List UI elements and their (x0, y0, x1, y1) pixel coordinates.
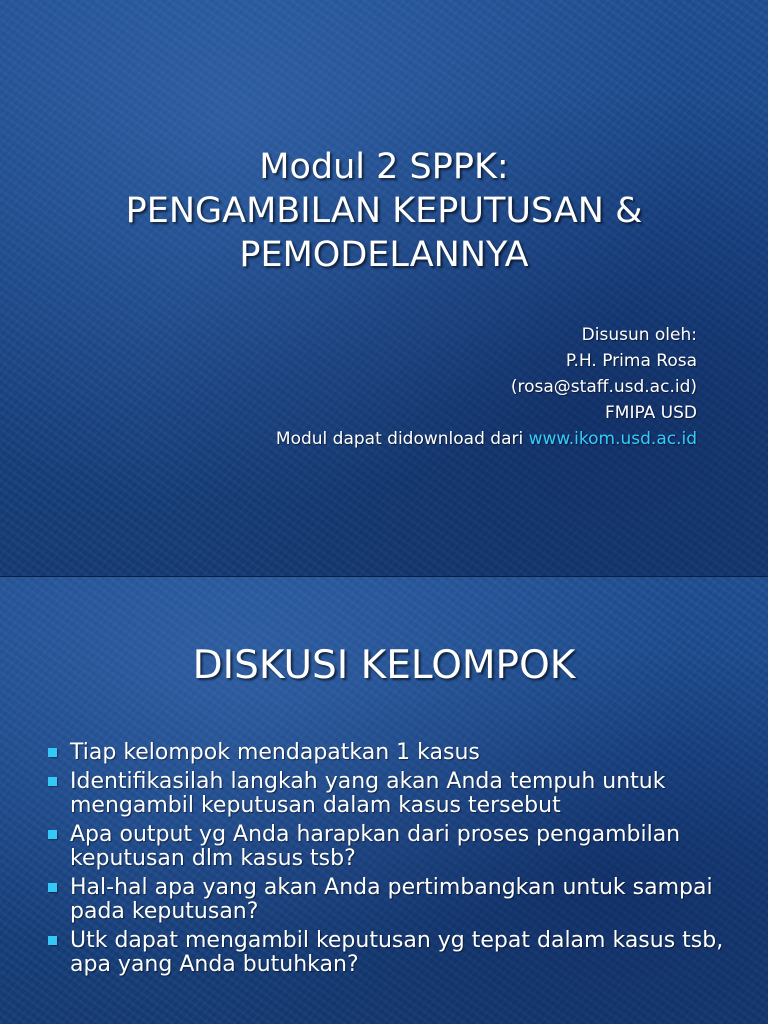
title-line-2: PENGAMBILAN KEPUTUSAN & (125, 191, 643, 231)
author-affiliation: FMIPA USD (605, 403, 697, 423)
slide-title-heading (0, 145, 768, 277)
author-name: P.H. Prima Rosa (565, 351, 697, 371)
title-line-3: PEMODELANNYA (239, 235, 529, 275)
download-text: Modul dapat didownload dari (275, 429, 529, 449)
slide-discussion-title: DISKUSI KELOMPOK (192, 643, 576, 688)
author-block (57, 322, 697, 452)
square-bullet-icon (48, 936, 57, 945)
square-bullet-icon (48, 777, 57, 786)
bullet-text: Hal-hal apa yang akan Anda pertimbangkan untuk sampai pada keputusan? (70, 875, 713, 924)
download-line (57, 426, 697, 452)
author-email: (rosa@staff.usd.ac.id) (510, 377, 697, 397)
square-bullet-icon (48, 883, 57, 892)
bullet-item (44, 823, 744, 871)
bullet-text: Apa output yg Anda harapkan dari proses pengambilan keputusan dlm kasus tsb? (70, 822, 681, 871)
bullet-list (44, 741, 744, 982)
bullet-item (44, 770, 744, 818)
bullet-text: Tiap kelompok mendapatkan 1 kasus (70, 740, 480, 765)
slide-discussion (0, 577, 768, 1024)
bullet-item (44, 929, 744, 977)
author-label: Disusun oleh: (581, 325, 697, 345)
title-line-1: Modul 2 SPPK: (259, 147, 509, 187)
bullet-item (44, 741, 744, 765)
download-link[interactable]: www.ikom.usd.ac.id (528, 429, 697, 449)
square-bullet-icon (48, 830, 57, 839)
square-bullet-icon (48, 748, 57, 757)
bullet-item (44, 876, 744, 924)
bullet-text: Utk dapat mengambil keputusan yg tepat dalam kasus tsb, apa yang Anda butuhkan? (70, 928, 724, 977)
bullet-text: Identifikasilah langkah yang akan Anda tempuh untuk mengambil keputusan dalam kasus tersebut (70, 769, 666, 818)
